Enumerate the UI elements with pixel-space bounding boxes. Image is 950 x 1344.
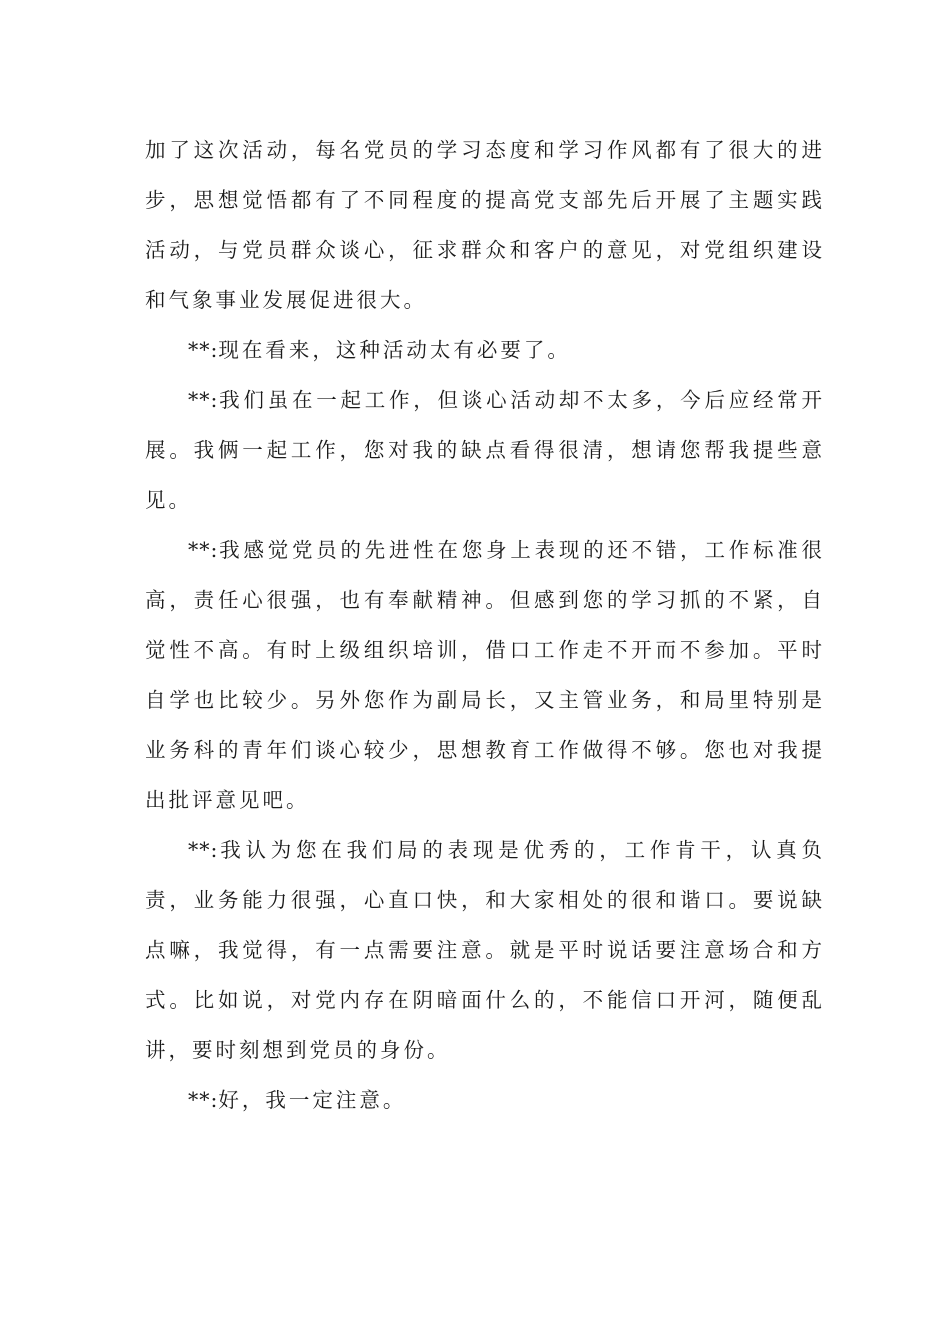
paragraph-3-speaker: **: [188,388,219,412]
paragraph-5-text: 我认为您在我们局的表现是优秀的，工作肯干，认真负责，业务能力很强，心直口快，和大家相处的很和谐口。要说缺点嘛，我觉得，有一点需要注意。就是平时说话要注意场合和方式。比如说，对党内存在阴暗面什么的，不能信口开河，随便乱讲，要时刻想到党员的身份。 [145,838,825,1062]
paragraph-1 [145,125,825,325]
paragraph-1-text: 加了这次活动，每名党员的学习态度和学习作风都有了很大的进步，思想觉悟都有了不同程度的提高党支部先后开展了主题实践活动，与党员群众谈心，征求群众和客户的意见，对党组织建设和气象事业发展促进很大。 [145,138,825,312]
paragraph-6 [145,1075,825,1125]
paragraph-4-text: 我感觉党员的先进性在您身上表现的还不错，工作标准很高，责任心很强，也有奉献精神。但感到您的学习抓的不紧，自觉性不高。有时上级组织培训，借口工作走不开而不参加。平时自学也比较少。另外您作为副局长，又主管业务，和局里特别是业务科的青年们谈心较少，思想教育工作做得不够。您也对我提出批评意见吧。 [145,538,825,812]
paragraph-2-speaker: **: [188,338,219,362]
paragraph-5-speaker: **: [188,838,219,862]
paragraph-2-text: 现在看来，这种活动太有必要了。 [218,338,571,362]
paragraph-3 [145,375,825,525]
paragraph-4-speaker: **: [188,538,219,562]
paragraph-3-text: 我们虽在一起工作，但谈心活动却不太多，今后应经常开展。我俩一起工作，您对我的缺点看得很清，想请您帮我提些意见。 [145,388,825,512]
document-body [145,125,825,1125]
paragraph-5 [145,825,825,1075]
paragraph-6-speaker: **: [188,1088,219,1112]
paragraph-6-text: 好，我一定注意。 [218,1088,407,1112]
paragraph-4 [145,525,825,825]
paragraph-2 [145,325,825,375]
